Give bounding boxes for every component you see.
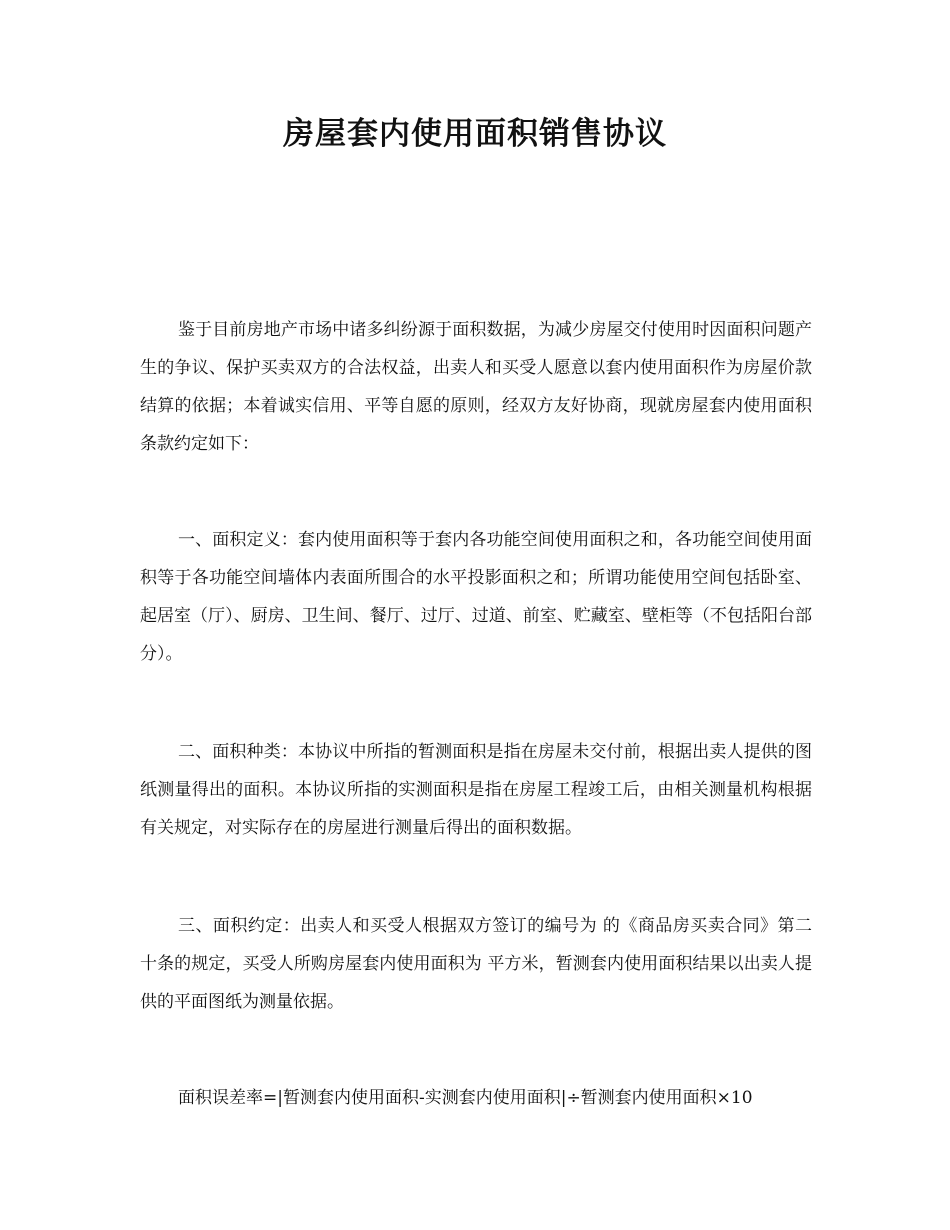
paragraph-area-agreement: 三、面积约定：出卖人和买受人根据双方签订的编号为 的《商品房买卖合同》第二十条的规定，买受人所购房屋套内使用面积为 平方米，暂测套内使用面积结果以出卖人提供的平面图纸为测量依据。 [140,916,812,1012]
paragraph-error-rate-formula: 面积误差率=|暂测套内使用面积-实测套内使用面积|÷暂测套内使用面积×10 [178,1088,753,1108]
paragraph-area-types: 二、面积种类：本协议中所指的暂测面积是指在房屋未交付前，根据出卖人提供的图纸测量得出的面积。本协议所指的实测面积是指在房屋工程竣工后，由相关测量机构根据有关规定，对实际存在的房屋进行测量后得出的面积数据。 [140,742,812,838]
document-title: 房屋套内使用面积销售协议 [283,116,667,152]
paragraph-intro: 鉴于目前房地产市场中诸多纠纷源于面积数据，为减少房屋交付使用时因面积问题产生的争议、保护买卖双方的合法权益，出卖人和买受人愿意以套内使用面积作为房屋价款结算的依据；本着诚实信用、平等自愿的原则，经双方友好协商，现就房屋套内使用面积条款约定如下： [140,320,812,454]
paragraph-area-definition: 一、面积定义：套内使用面积等于套内各功能空间使用面积之和，各功能空间使用面积等于各功能空间墙体内表面所围合的水平投影面积之和；所谓功能使用空间包括卧室、起居室（厅）、厨房、卫生间、餐厅、过厅、过道、前室、贮藏室、壁柜等（不包括阳台部分）。 [140,530,812,664]
